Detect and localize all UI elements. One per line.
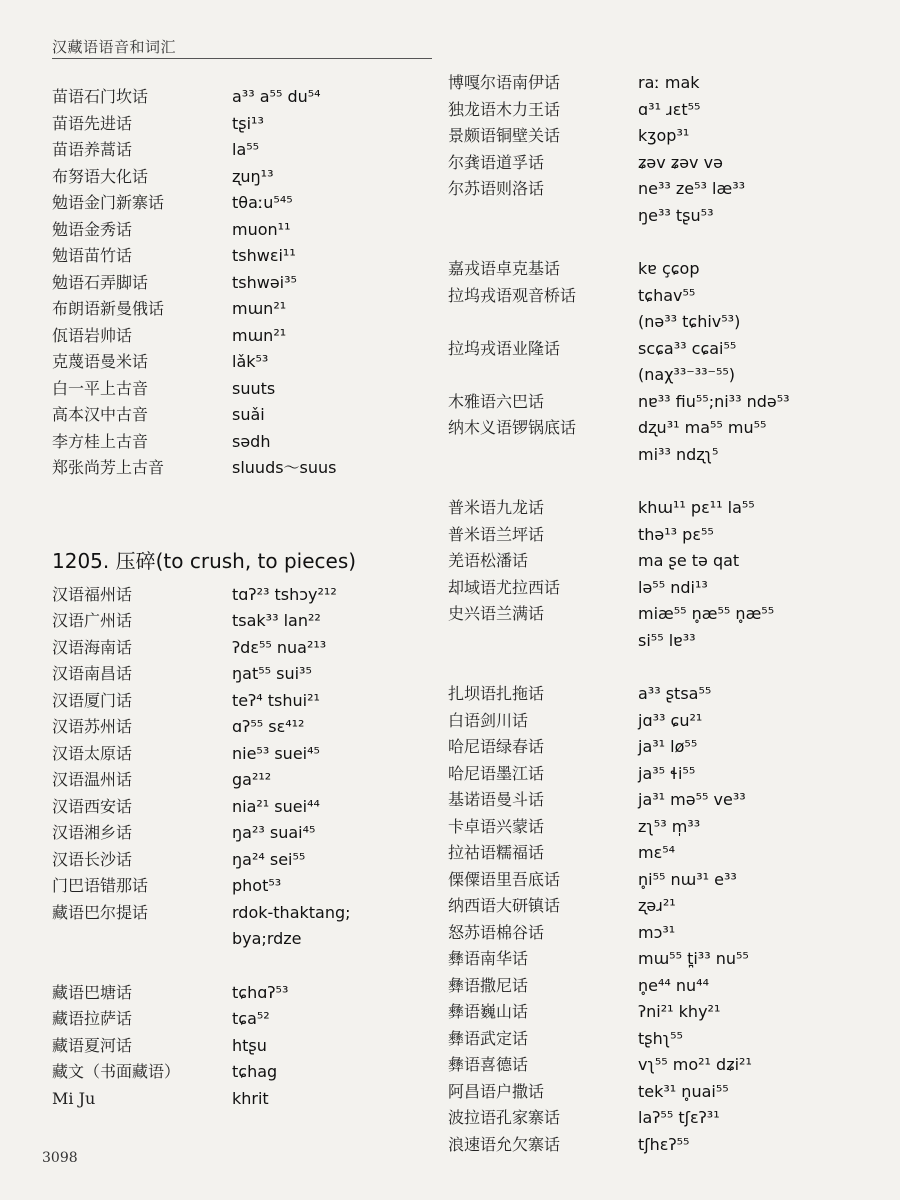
language-name: 白一平上古音: [52, 378, 149, 398]
phonetic-form: ɑ³¹ ɹɛt⁵⁵: [638, 99, 701, 119]
language-name: 佤语岩帅话: [52, 325, 133, 345]
entry-row: [448, 495, 878, 522]
running-head: 汉藏语语音和词汇: [52, 38, 177, 56]
entry-row: [448, 336, 878, 363]
phonetic-form: nɐ³³ fiu⁵⁵;ni³³ ndə⁵³: [638, 391, 790, 411]
phonetic-form: teʔ⁴ tshui²¹: [232, 690, 320, 710]
language-name: 藏语夏河话: [52, 1035, 133, 1055]
entry-row: [52, 608, 432, 635]
entry-row: [448, 1105, 878, 1132]
entry-row: [448, 973, 878, 1000]
entry-continuation: [448, 309, 878, 336]
entry-row: [448, 761, 878, 788]
phonetic-form: muon¹¹: [232, 219, 291, 239]
phonetic-form: lə⁵⁵ ndi¹³: [638, 577, 708, 597]
phonetic-form: ʑəv ʑəv və: [638, 152, 723, 172]
language-name: 汉语长沙话: [52, 849, 133, 869]
phonetic-form: ŋa²⁴ sei⁵⁵: [232, 849, 306, 869]
language-name: 尔龚语道孚话: [448, 152, 545, 172]
section-spacer: [52, 482, 432, 546]
entry-row: [448, 70, 878, 97]
entry-row: [52, 900, 432, 927]
language-name: Mi Ju: [52, 1088, 96, 1108]
entry-row: [52, 349, 432, 376]
phonetic-form: tshwəi³⁵: [232, 272, 297, 292]
phonetic-form: htʂu: [232, 1035, 267, 1055]
section-entries: [52, 582, 432, 1113]
entry-row: [448, 1079, 878, 1106]
entry-row: [52, 1059, 432, 1086]
entry-gap: [52, 953, 432, 980]
phonetic-form: tɕhav⁵⁵: [638, 285, 696, 305]
phonetic-form: tshwɛi¹¹: [232, 246, 296, 265]
left-top-entries: [52, 84, 432, 482]
entry-row: [52, 714, 432, 741]
entry-row: [448, 1052, 878, 1079]
phonetic-form: nia²¹ suei⁴⁴: [232, 796, 320, 816]
phonetic-form: ja³¹ lø⁵⁵: [638, 737, 698, 756]
entry-row: [52, 190, 432, 217]
language-name: 藏语拉萨话: [52, 1009, 133, 1028]
entry-row: [448, 867, 878, 894]
entry-gap: [448, 229, 878, 256]
language-name: 藏语巴塘话: [52, 982, 133, 1002]
phonetic-form: tek³¹ n̥uai⁵⁵: [638, 1081, 729, 1101]
section-title: 1205. 压碎(to crush, to pieces): [52, 548, 357, 573]
language-name: 勉语金秀话: [52, 219, 133, 239]
entry-row: [448, 522, 878, 549]
phonetic-form: tʂi¹³: [232, 113, 264, 133]
entry-row: [448, 1132, 878, 1159]
language-name: 怒苏语棉谷话: [448, 922, 545, 942]
phonetic-form: mi³³ ndʐʅ⁵: [638, 444, 719, 464]
entry-row: [52, 582, 432, 609]
entry-row: [448, 601, 878, 628]
phonetic-form: ʐuŋ¹³: [232, 166, 274, 186]
entry-row: [52, 243, 432, 270]
entry-row: [52, 980, 432, 1007]
language-name: 苗语石门坎话: [52, 87, 149, 106]
phonetic-form: zʅ⁵³ m̩³³: [638, 816, 701, 836]
entry-row: [52, 270, 432, 297]
entry-row: [52, 741, 432, 768]
phonetic-form: ŋat⁵⁵ sui³⁵: [232, 664, 312, 683]
language-name: 汉语苏州话: [52, 717, 133, 736]
phonetic-form: tʂhʅ⁵⁵: [638, 1028, 683, 1048]
language-name: 克蔑语曼米话: [52, 352, 149, 371]
entry-row: [448, 787, 878, 814]
language-name: 普米语九龙话: [448, 498, 545, 517]
entry-row: [52, 296, 432, 323]
language-name: 却域语尤拉西话: [448, 577, 561, 597]
language-name: 嘉戎语卓克基话: [448, 259, 561, 278]
phonetic-form: khrit: [232, 1088, 269, 1108]
language-name: 藏文（书面藏语）: [52, 1062, 181, 1081]
phonetic-form: ʔdɛ⁵⁵ nua²¹³: [232, 637, 327, 657]
phonetic-form: ʐəɹ²¹: [638, 896, 676, 915]
entry-row: [52, 1086, 432, 1113]
entry-row: [52, 429, 432, 456]
language-name: 羌语松潘话: [448, 551, 529, 570]
language-name: 汉语温州话: [52, 770, 133, 789]
language-name: 门巴语错那话: [52, 876, 149, 895]
language-name: 扎坝语扎拖话: [448, 684, 545, 703]
entry-row: [52, 84, 432, 111]
phonetic-form: mɯ⁵⁵ t̪i³³ nu⁵⁵: [638, 949, 749, 968]
language-name: 白语剑川话: [448, 710, 529, 730]
language-name: 勉语石弄脚话: [52, 272, 149, 292]
entry-row: [52, 847, 432, 874]
entry-row: [448, 946, 878, 973]
entry-row: [448, 123, 878, 150]
entry-row: [52, 323, 432, 350]
entry-row: [52, 402, 432, 429]
phonetic-form: tsak³³ lan²²: [232, 611, 321, 630]
language-name: 哈尼语绿春话: [448, 737, 545, 756]
language-name: 汉语福州话: [52, 584, 133, 604]
phonetic-form: tɕa⁵²: [232, 1009, 270, 1028]
phonetic-form: jɑ³³ ɕu²¹: [638, 710, 703, 730]
entry-row: [448, 283, 878, 310]
entry-row: [448, 920, 878, 947]
phonetic-form: suǎi: [232, 405, 265, 424]
phonetic-form: nie⁵³ suei⁴⁵: [232, 743, 320, 763]
entry-row: [52, 376, 432, 403]
phonetic-form: ɑʔ⁵⁵ sɛ⁴¹²: [232, 717, 305, 736]
phonetic-form: tɑʔ²³ tshɔy²¹²: [232, 584, 337, 604]
phonetic-form: ja³⁵ ɬi⁵⁵: [638, 763, 696, 783]
language-name: 哈尼语墨江话: [448, 763, 545, 783]
phonetic-form: tʃhɛʔ⁵⁵: [638, 1134, 690, 1154]
entry-row: [448, 176, 878, 203]
entry-row: [448, 681, 878, 708]
entry-row: [52, 635, 432, 662]
phonetic-form: miæ⁵⁵ n̥æ⁵⁵ n̥æ⁵⁵: [638, 604, 775, 623]
entry-row: [52, 1033, 432, 1060]
phonetic-form: scɕa³³ cɕai⁵⁵: [638, 338, 737, 358]
entry-row: [52, 111, 432, 138]
language-name: 苗语养蒿话: [52, 140, 133, 159]
language-name: 阿昌语户撒话: [448, 1081, 545, 1101]
entry-continuation: [448, 362, 878, 389]
entry-row: [52, 767, 432, 794]
left-column: [52, 84, 432, 1112]
phonetic-form: kɐ çɕop: [638, 259, 700, 278]
entry-row: [448, 97, 878, 124]
language-name: 高本汉中古音: [52, 405, 149, 424]
phonetic-form: phot⁵³: [232, 876, 282, 895]
entry-row: [448, 893, 878, 920]
phonetic-form: vʅ⁵⁵ mo²¹ dʑi²¹: [638, 1055, 752, 1074]
phonetic-form: sədh: [232, 431, 271, 451]
entry-row: [52, 137, 432, 164]
language-name: 郑张尚芳上古音: [52, 458, 165, 477]
entry-row: [52, 455, 432, 482]
right-column: [448, 70, 878, 1158]
entry-row: [448, 548, 878, 575]
language-name: 李方桂上古音: [52, 431, 149, 451]
language-name: 纳西语大研镇话: [448, 896, 561, 915]
entry-row: [448, 814, 878, 841]
language-name: 尔苏语则洛话: [448, 179, 545, 198]
entry-row: [52, 1006, 432, 1033]
language-name: 汉语广州话: [52, 611, 133, 630]
entry-row: [52, 661, 432, 688]
language-name: 汉语厦门话: [52, 690, 133, 710]
entry-continuation: [448, 442, 878, 469]
phonetic-form: sluuds～suus: [232, 458, 337, 477]
phonetic-form: n̥e⁴⁴ nu⁴⁴: [638, 975, 710, 995]
language-name: 傈僳语里吾底话: [448, 869, 561, 889]
language-name: 勉语金门新寨话: [52, 193, 165, 212]
entry-continuation: [448, 628, 878, 655]
right-entries: [448, 70, 878, 1158]
phonetic-form: ja³¹ mə⁵⁵ ve³³: [638, 790, 746, 809]
phonetic-form: laʔ⁵⁵ tʃɛʔ³¹: [638, 1108, 720, 1127]
phonetic-form: tɕhag: [232, 1062, 278, 1081]
entry-row: [448, 1026, 878, 1053]
language-name: 景颇语铜壁关话: [448, 126, 561, 145]
language-name: 布努语大化话: [52, 166, 149, 186]
entry-continuation: [52, 926, 432, 953]
phonetic-form: a³³ ʂtsa⁵⁵: [638, 684, 712, 703]
language-name: 汉语太原话: [52, 743, 133, 763]
entry-continuation: [448, 203, 878, 230]
phonetic-form: ne³³ ze⁵³ læ³³: [638, 179, 746, 198]
phonetic-form: ŋa²³ suai⁴⁵: [232, 823, 316, 842]
phonetic-form: mɯn²¹: [232, 325, 287, 345]
entry-row: [52, 794, 432, 821]
phonetic-form: ma ʂe tə qat: [638, 551, 740, 570]
entry-row: [448, 415, 878, 442]
language-name: 博嘎尔语南伊话: [448, 73, 561, 92]
language-name: 彝语武定话: [448, 1028, 529, 1048]
entry-gap: [448, 468, 878, 495]
language-name: 史兴语兰满话: [448, 604, 545, 623]
language-name: 纳木义语锣锅底话: [448, 418, 577, 437]
entry-row: [52, 688, 432, 715]
entry-row: [448, 389, 878, 416]
phonetic-form: mɔ³¹: [638, 922, 676, 942]
entry-row: [448, 150, 878, 177]
phonetic-form: ŋe³³ tʂu⁵³: [638, 205, 714, 225]
language-name: 藏语巴尔提话: [52, 902, 149, 922]
phonetic-form: mɯn²¹: [232, 299, 287, 318]
language-name: 木雅语六巴话: [448, 391, 545, 411]
entry-row: [448, 840, 878, 867]
language-name: 普米语兰坪话: [448, 524, 545, 544]
phonetic-form: khɯ¹¹ pɛ¹¹ la⁵⁵: [638, 498, 755, 517]
phonetic-form: ga²¹²: [232, 770, 272, 789]
language-name: 布朗语新曼俄话: [52, 299, 165, 318]
phonetic-form: lǎk⁵³: [232, 352, 269, 371]
language-name: 拉祜语糯福话: [448, 843, 545, 862]
language-name: 汉语湘乡话: [52, 823, 133, 842]
phonetic-form: a³³ a⁵⁵ du⁵⁴: [232, 87, 321, 106]
language-name: 基诺语曼斗话: [448, 790, 545, 809]
phonetic-form: tθaːu⁵⁴⁵: [232, 193, 293, 212]
language-name: 汉语海南话: [52, 637, 133, 657]
phonetic-form: si⁵⁵ lɐ³³: [638, 630, 696, 650]
phonetic-form: (naχ³³⁻³³⁻⁵⁵): [638, 365, 736, 384]
language-name: 卡卓语兴蒙话: [448, 816, 545, 836]
phonetic-form: raː mak: [638, 73, 700, 92]
language-name: 汉语南昌话: [52, 664, 133, 683]
language-name: 彝语南华话: [448, 949, 529, 968]
entry-row: [52, 820, 432, 847]
entry-row: [448, 999, 878, 1026]
entry-row: [52, 873, 432, 900]
language-name: 彝语喜德话: [448, 1055, 529, 1074]
language-name: 拉坞戎语观音桥话: [448, 285, 577, 305]
phonetic-form: n̥i⁵⁵ nɯ³¹ e³³: [638, 869, 737, 889]
entry-row: [448, 734, 878, 761]
language-name: 波拉语孔家寨话: [448, 1108, 561, 1127]
language-name: 独龙语木力王话: [448, 99, 561, 119]
phonetic-form: rdok-thaktang;: [232, 902, 351, 922]
language-name: 苗语先进话: [52, 113, 133, 133]
phonetic-form: ʔni²¹ khy²¹: [638, 1002, 721, 1021]
phonetic-form: suuts: [232, 378, 276, 398]
phonetic-form: (nə³³ tɕhiv⁵³): [638, 312, 741, 331]
entry-row: [52, 217, 432, 244]
page-number: 3098: [42, 1150, 78, 1166]
entry-row: [448, 256, 878, 283]
entry-row: [448, 708, 878, 735]
phonetic-form: mɛ⁵⁴: [638, 843, 676, 862]
entry-row: [448, 575, 878, 602]
phonetic-form: bya;rdze: [232, 929, 302, 948]
phonetic-form: kʒop³¹: [638, 126, 690, 145]
entry-gap: [448, 654, 878, 681]
language-name: 勉语苗竹话: [52, 246, 133, 265]
entry-row: [52, 164, 432, 191]
phonetic-form: la⁵⁵: [232, 140, 260, 159]
phonetic-form: thə¹³ pɛ⁵⁵: [638, 524, 714, 544]
language-name: 彝语撒尼话: [448, 975, 529, 995]
header-rule: [52, 58, 432, 59]
language-name: 拉坞戎语业隆话: [448, 338, 561, 358]
phonetic-form: tɕhɑʔ⁵³: [232, 982, 289, 1002]
language-name: 彝语巍山话: [448, 1002, 529, 1021]
language-name: 浪速语允欠寨话: [448, 1134, 561, 1154]
language-name: 汉语西安话: [52, 796, 133, 816]
phonetic-form: dʐu³¹ ma⁵⁵ mu⁵⁵: [638, 418, 767, 437]
